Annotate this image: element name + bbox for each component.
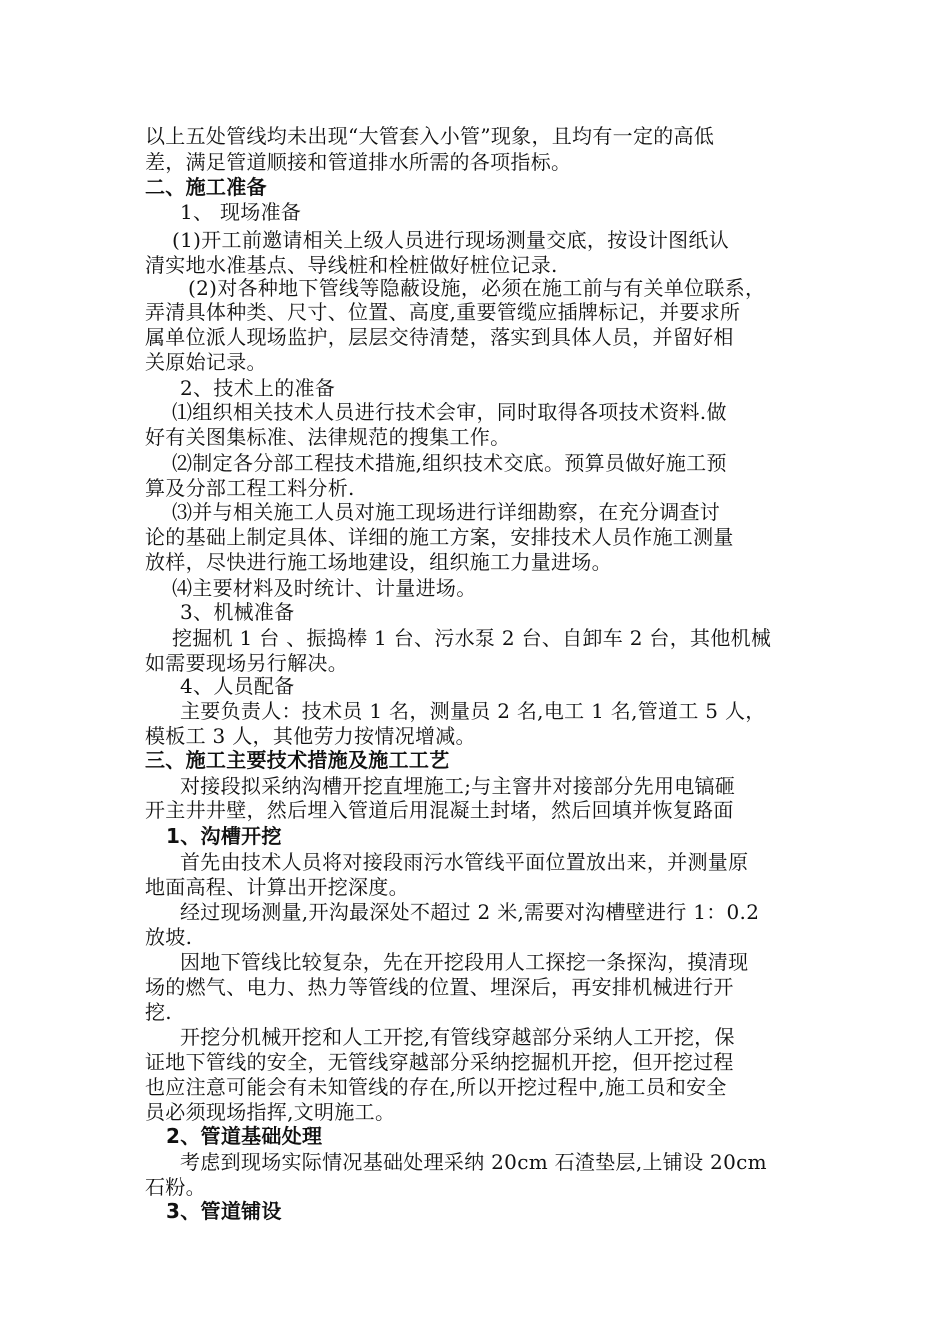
text-line: 论的基础上制定具体、详细的施工方案，安排技术人员作施工测量 xyxy=(145,525,734,549)
text-line: 关原始记录。 xyxy=(145,350,267,374)
text-line: (1)开工前邀请相关上级人员进行现场测量交底，按设计图纸认 xyxy=(172,228,730,252)
text-line: 清实地水准基点、导线桩和栓桩做好桩位记录. xyxy=(145,253,558,277)
text-line: (2)对各种地下管线等隐蔽设施，必须在施工前与有关单位联系， xyxy=(188,276,766,300)
subsection-heading: 1、 现场准备 xyxy=(180,200,302,224)
subsection-heading: 2、管道基础处理 xyxy=(166,1124,323,1148)
text-line: 放坡. xyxy=(145,925,193,949)
subsection-heading: 2、技术上的准备 xyxy=(180,376,336,400)
text-line: 开挖分机械开挖和人工开挖,有管线穿越部分采纳人工开挖，保 xyxy=(180,1025,735,1049)
subsection-heading: 1、沟槽开挖 xyxy=(166,824,282,848)
text-line: 场的燃气、电力、热力等管线的位置、埋深后，再安排机械进行开 xyxy=(145,975,734,999)
text-line: 证地下管线的安全，无管线穿越部分采纳挖掘机开挖，但开挖过程 xyxy=(145,1050,734,1074)
text-line: 考虑到现场实际情况基础处理采纳 20cm 石渣垫层,上铺设 20cm xyxy=(180,1150,767,1174)
section-heading: 二、施工准备 xyxy=(145,175,267,199)
text-line: ⑴组织相关技术人员进行技术会审，同时取得各项技术资料.做 xyxy=(172,400,727,424)
text-line: 经过现场测量,开沟最深处不超过 2 米,需要对沟槽壁进行 1：0.2 xyxy=(180,900,760,924)
subsection-heading: 3、机械准备 xyxy=(180,600,295,624)
text-line: 挖. xyxy=(145,1000,172,1024)
text-line: ⑶并与相关施工人员对施工现场进行详细勘察，在充分调查讨 xyxy=(172,500,721,524)
text-line: ⑷主要材料及时统计、计量进场。 xyxy=(172,576,477,600)
text-line: 对接段拟采纳沟槽开挖直埋施工;与主窨井对接部分先用电镐砸 xyxy=(180,774,736,798)
text-line: 首先由技术人员将对接段雨污水管线平面位置放出来，并测量原 xyxy=(180,850,749,874)
subsection-heading: 4、人员配备 xyxy=(180,674,295,698)
text-line: 石粉。 xyxy=(145,1175,206,1199)
text-line: 如需要现场另行解决。 xyxy=(145,651,348,675)
text-line: 开主井井壁，然后埋入管道后用混凝土封堵，然后回填并恢复路面 xyxy=(145,798,734,822)
text-line: 模板工 3 人，其他劳力按情况增减。 xyxy=(145,724,476,748)
text-line: 属单位派人现场监护，层层交待清楚，落实到具体人员，并留好相 xyxy=(145,325,734,349)
text-line: 也应注意可能会有未知管线的存在,所以开挖过程中,施工员和安全 xyxy=(145,1075,727,1099)
text-line: ⑵制定各分部工程技术措施,组织技术交底。预算员做好施工预 xyxy=(172,451,727,475)
text-line: 放样，尽快进行施工场地建设，组织施工力量进场。 xyxy=(145,550,612,574)
text-line: 员必须现场指挥,文明施工。 xyxy=(145,1100,396,1124)
text-line: 地面高程、计算出开挖深度。 xyxy=(145,875,409,899)
text-line: 弄清具体种类、尺寸、位置、高度,重要管缆应插牌标记，并要求所 xyxy=(145,300,741,324)
text-line: 好有关图集标准、法律规范的搜集工作。 xyxy=(145,425,511,449)
text-line: 算及分部工程工料分析. xyxy=(145,476,355,500)
subsection-heading: 3、管道铺设 xyxy=(166,1199,282,1223)
text-line: 主要负责人：技术员 1 名，测量员 2 名,电工 1 名,管道工 5 人， xyxy=(180,699,766,723)
text-line: 以上五处管线均未出现“大管套入小管”现象，且均有一定的高低 xyxy=(145,124,715,148)
text-line: 挖掘机 1 台 、振捣棒 1 台、污水泵 2 台、自卸车 2 台，其他机械 xyxy=(172,626,772,650)
section-heading: 三、施工主要技术措施及施工工艺 xyxy=(145,748,450,772)
text-line: 差，满足管道顺接和管道排水所需的各项指标。 xyxy=(145,150,572,174)
text-line: 因地下管线比较复杂，先在开挖段用人工探挖一条探沟，摸清现 xyxy=(180,950,749,974)
